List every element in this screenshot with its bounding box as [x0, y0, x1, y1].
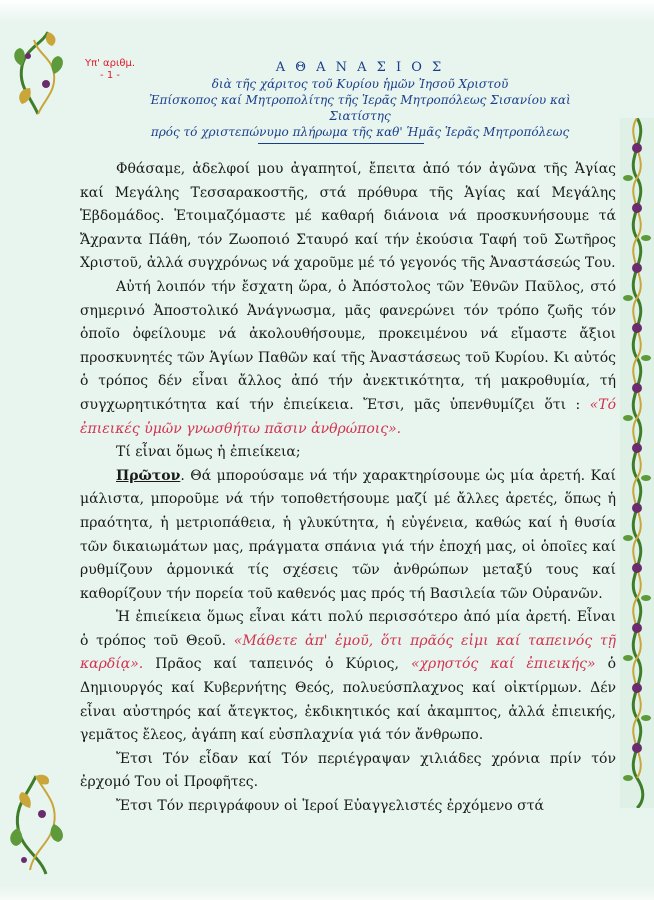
paragraph-6: Ἔτσι Τόν εἶδαν καί Τόν περιέγραψαν χιλιάδες χρόνια πρίν τόν ἐρχομό Του οἱ Προφῆτες. [80, 750, 616, 791]
paragraph-4 [80, 465, 616, 607]
header-line-1: διὰ τῆς χάριτος τοῦ Κυρίου ἡμῶν Ἰησοῦ Χριστοῦ [211, 77, 509, 91]
floral-ornament-bottom-left-icon [6, 770, 70, 880]
paragraph-5-text-c: ὁ Δημιουργός καί Κυβερνήτης Θεός, πολυεύσπλαχνος καί οἰκτίρμων. Δέν εἶναι αὐστηρός καί ἄτεγκτος, ἐκδικητικός καί ἀκαμπτος, ἀλλά ἐπιεικής, γεμᾶτος ἔλεος, ἀγάπη καί εὐσπλαχνία γιά τόν ἄνθρωπο. [80, 656, 616, 744]
stamp-label: Υπ' αριθμ. [84, 58, 136, 69]
paragraph-2 [80, 276, 616, 441]
header-line-2: Ἐπίσκοπος καί Μητροπολίτης τῆς Ἱερᾶς Μητροπόλεως Σισανίου καὶ Σιατίστης [149, 93, 571, 123]
header-line-3: πρός τό χριστεπώνυμο πλήρωμα τῆς καθ' Ἡμᾶς Ἱερᾶς Μητροπόλεως [150, 125, 570, 139]
paragraph-4-text: . Θά μπορούσαμε νά τήν χαρακτηρίσουμε ὡς μία ἀρετή. Καί μάλιστα, μποροῦμε νά τήν τοποθετήσουμε μαζί μέ ἄλλες ἀρετές, ὅπως ἡ πραότητα, ἡ μετριοπάθεια, ἡ γλυκύτητα, ἡ εὐγένεια, καθώς καί ἡ θυσία τῶν δικαιωμάτων μας, πράγματα σπάνια γιά τήν ἐποχή μας, οἱ ὁποῖες καί ρυθμίζουν ἁρμονικά τίς σχέσεις τῶν ἀνθρώπων μεταξύ τους καί καθορίζουν τήν πορεία τοῦ καθενός μας πρός τή Βασιλεία τῶν Οὐρανῶν. [80, 467, 616, 602]
paragraph-1: Φθάσαμε, ἀδελφοί μου ἀγαπητοί, ἔπειτα ἀπό τόν ἀγῶνα τῆς Ἁγίας καί Μεγάλης Τεσσαρακοστῆς, στά πρόθυρα τῆς Ἁγίας καί Μεγάλης Ἑβδομάδος. Ἑτοιμαζόμαστε μέ καθαρή διάνοια νά προσκυνήσουμε τά Ἄχραντα Πάθη, τόν Ζωοποιό Σταυρό καί τήν ἑκούσια Ταφή τοῦ Σωτῆρος Χριστοῦ, ἀλλά συγχρόνως νά χαροῦμε μέ τό γεγονός τῆς Ἀναστάσεώς Του. [80, 161, 616, 272]
paragraph-7: Ἔτσι Τόν περιγράφουν οἱ Ἱεροί Εὐαγγελιστές ἐρχόμενο στά [116, 798, 544, 815]
first-point-heading: Πρῶτον [116, 467, 181, 484]
bishop-name: Α Θ Α Ν Α Σ Ι Ο Σ [275, 60, 445, 75]
paragraph-5 [80, 606, 616, 748]
right-decorative-border [620, 118, 654, 808]
letter-header [130, 60, 590, 140]
bottom-band [0, 886, 654, 900]
paragraph-3: Τί εἶναι ὅμως ἡ ἐπιείκεια; [116, 444, 301, 461]
scripture-quote-2: «Μάθετε ἀπ' ἐμοῦ, ὅτι πρᾶός εἰμι καί ταπεινός τῇ καρδίᾳ». [80, 632, 616, 673]
letter-body [80, 158, 616, 819]
floral-ornament-top-left-icon [8, 26, 68, 118]
scripture-quote-1: «Τό ἐπιεικές ὑμῶν γνωσθήτω πᾶσιν ἀνθρώποις». [80, 396, 617, 437]
vine-border-icon [620, 118, 654, 808]
paragraph-5-text-a: Ἡ ἐπιείκεια ὅμως εἶναι κάτι πολύ περισσότερο ἀπό μία ἀρετή. Εἶναι ὁ τρόπος τοῦ Θεοῦ. [80, 609, 616, 649]
paragraph-5-text-b: Πρᾶος καί ταπεινός ὁ Κύριος, [155, 656, 399, 673]
top-band [0, 0, 654, 22]
stamp-number: - 1 - [100, 70, 120, 81]
header-divider [258, 143, 424, 144]
scripture-quote-3: «χρηστός καί ἐπιεικής» [410, 656, 596, 673]
paragraph-2-text: Αὐτή λοιπόν τήν ἔσχατη ὥρα, ὁ Ἀπόστολος τῶν Ἐθνῶν Παῦλος, στό σημερινό Ἀποστολικό Ἀνάγνωσμα, μᾶς φανερώνει τόν τρόπο ζωῆς τόν ὁποῖο ὀφείλουμε νά ἀκολουθήσουμε, προκειμένου νά εἴμαστε ἄξιοι προσκυνητές τῶν Ἁγίων Παθῶν καί τῆς Ἀναστάσεως τοῦ Κυρίου. Κι αὐτός ὁ τρόπος δέν εἶναι ἄλλος ἀπό τήν ἀνεκτικότητα, τή μακροθυμία, τή συγχωρητικότητα καί τήν ἐπιείκεια. Ἔτσι, μᾶς ὑπενθυμίζει ὅτι : [80, 278, 616, 413]
